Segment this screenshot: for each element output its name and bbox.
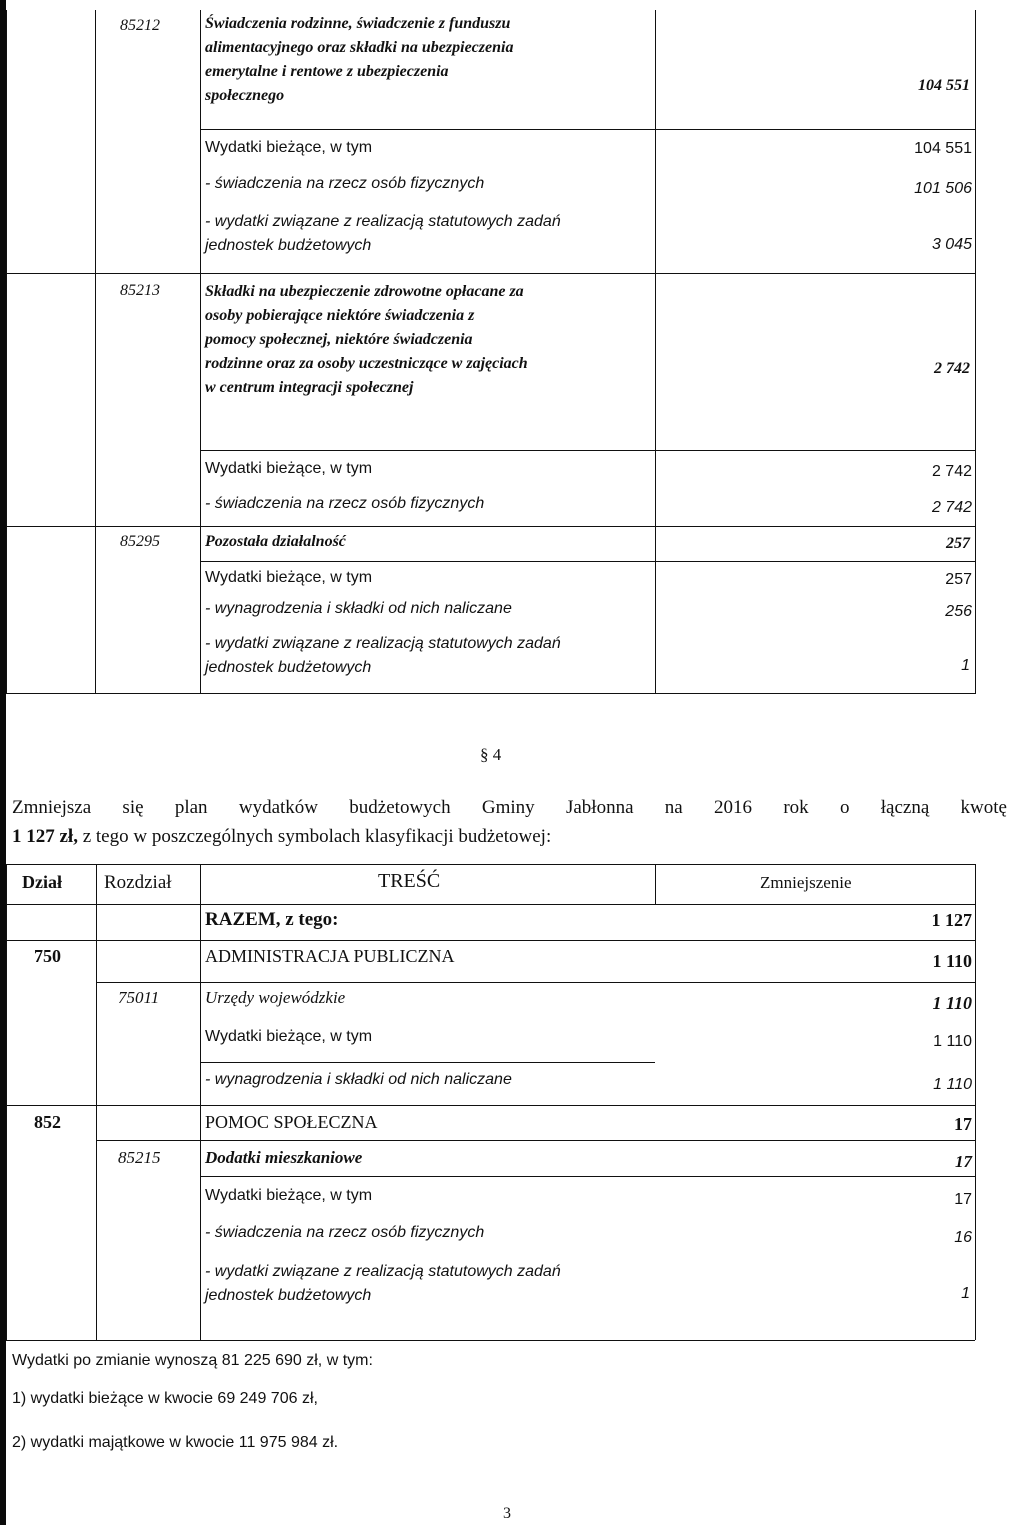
col-line	[975, 10, 976, 693]
row-label: - wydatki związane z realizacją statutowych zadań jednostek budżetowych	[205, 1263, 561, 1304]
row-line	[6, 526, 975, 527]
row-line	[200, 129, 975, 130]
row-label: - wynagrodzenia i składki od nich naliczane	[205, 600, 512, 617]
row-value: 2 742	[931, 499, 972, 516]
section-code: 750	[34, 946, 61, 966]
footer-line: Wydatki po zmianie wynoszą 81 225 690 zł, w tym:	[12, 1352, 373, 1369]
chapter-value: 17	[955, 1152, 972, 1171]
row-label: - wydatki związane z realizacją statutowych zadań jednostek budżetowych	[205, 635, 561, 676]
col-line	[655, 864, 656, 904]
row-line	[6, 864, 975, 865]
footer-line: 2) wydatki majątkowe w kwocie 11 975 984 zł.	[12, 1434, 339, 1451]
row-line	[6, 904, 975, 905]
row-value: 2 742	[931, 463, 972, 480]
header-dzial: Dział	[22, 872, 62, 892]
section-value: 1 110	[932, 951, 972, 971]
row-value: 1	[961, 657, 970, 674]
row-label: - wynagrodzenia i składki od nich naliczane	[205, 1071, 512, 1088]
row-line	[6, 1340, 975, 1341]
chapter-title: Urzędy wojewódzkie	[205, 988, 346, 1007]
row-line	[6, 1105, 975, 1106]
row-label: Wydatki bieżące, w tym	[205, 1028, 373, 1045]
row-line	[6, 940, 975, 941]
section-paragraph: Zmniejsza się plan wydatków budżetowych Gminy Jabłonna na 2016 rok o łączną kwotę	[12, 797, 1007, 818]
row-line	[6, 273, 975, 274]
row-value: 1	[961, 1285, 970, 1302]
row-label: Wydatki bieżące, w tym	[205, 569, 373, 586]
col-line	[95, 10, 96, 693]
row-line	[96, 1140, 975, 1141]
chapter-value: 257	[946, 535, 970, 552]
col-line	[6, 864, 7, 1340]
section-title: POMOC SPOŁECZNA	[205, 1112, 378, 1132]
row-line	[200, 450, 975, 451]
row-label: Wydatki bieżące, w tym	[205, 460, 373, 477]
page-number: 3	[503, 1505, 511, 1522]
chapter-title: Dodatki mieszkaniowe	[205, 1148, 363, 1167]
row-label: - świadczenia na rzecz osób fizycznych	[205, 1224, 485, 1241]
col-line	[6, 10, 7, 693]
col-line	[975, 864, 976, 1340]
row-value: 257	[945, 571, 972, 588]
col-line	[96, 864, 97, 1340]
row-label: - świadczenia na rzecz osób fizycznych	[205, 175, 485, 192]
section-mark: § 4	[480, 745, 502, 764]
row-value: 1 110	[933, 1076, 972, 1093]
row-value: 1 110	[933, 1033, 972, 1050]
chapter-value: 2 742	[934, 360, 970, 377]
section-code: 852	[34, 1112, 61, 1132]
header-zmniejszenie: Zmniejszenie	[760, 873, 852, 892]
total-label: RAZEM, z tego:	[205, 909, 339, 930]
chapter-code: 85213	[120, 282, 160, 299]
chapter-title: Pozostała działalność	[205, 533, 346, 550]
chapter-code: 85212	[120, 17, 160, 34]
row-line	[200, 561, 975, 562]
row-value: 17	[954, 1191, 972, 1208]
header-rozdzial: Rozdział	[104, 872, 172, 893]
row-label: - wydatki związane z realizacją statutowych zadań jednostek budżetowych	[205, 213, 561, 254]
chapter-code: 75011	[118, 988, 160, 1007]
total-amount: 1 127 zł,	[12, 826, 78, 847]
header-tresc: TREŚĆ	[378, 870, 441, 892]
section-title: ADMINISTRACJA PUBLICZNA	[205, 946, 455, 966]
row-value: 16	[954, 1229, 972, 1246]
row-label: Wydatki bieżące, w tym	[205, 139, 373, 156]
row-line	[200, 1176, 975, 1177]
section-paragraph-rest: z tego w poszczególnych symbolach klasyfikacji budżetowej:	[82, 826, 552, 847]
row-value: 256	[945, 603, 972, 620]
row-label: - świadczenia na rzecz osób fizycznych	[205, 495, 485, 512]
row-value: 3 045	[931, 236, 972, 253]
row-line	[200, 1062, 655, 1063]
section-value: 17	[954, 1114, 972, 1134]
chapter-value: 104 551	[918, 77, 970, 94]
col-line	[200, 864, 201, 1340]
footer-line: 1) wydatki bieżące w kwocie 69 249 706 zł,	[12, 1390, 318, 1407]
row-line	[96, 982, 975, 983]
row-value: 101 506	[914, 180, 972, 197]
section-paragraph-2	[12, 826, 551, 848]
col-line	[200, 10, 201, 693]
chapter-title: Składki na ubezpieczenie zdrowotne opłacane za osoby pobierające niektóre świadczenia z pomocy społecznej, niektóre świadczenia rodzinne oraz za osoby uczestniczące w zajęciach w centrum integracji społecznej	[205, 283, 528, 396]
chapter-value: 1 110	[932, 993, 972, 1013]
chapter-code: 85215	[118, 1148, 161, 1167]
chapter-code: 85295	[120, 533, 160, 550]
chapter-title: Świadczenia rodzinne, świadczenie z funduszu alimentacyjnego oraz składki na ubezpieczenia emerytalne i rentowe z ubezpieczenia społecznego	[205, 15, 514, 104]
row-line	[6, 693, 976, 694]
total-value: 1 127	[931, 910, 972, 930]
row-value: 104 551	[914, 140, 972, 157]
row-label: Wydatki bieżące, w tym	[205, 1187, 373, 1204]
